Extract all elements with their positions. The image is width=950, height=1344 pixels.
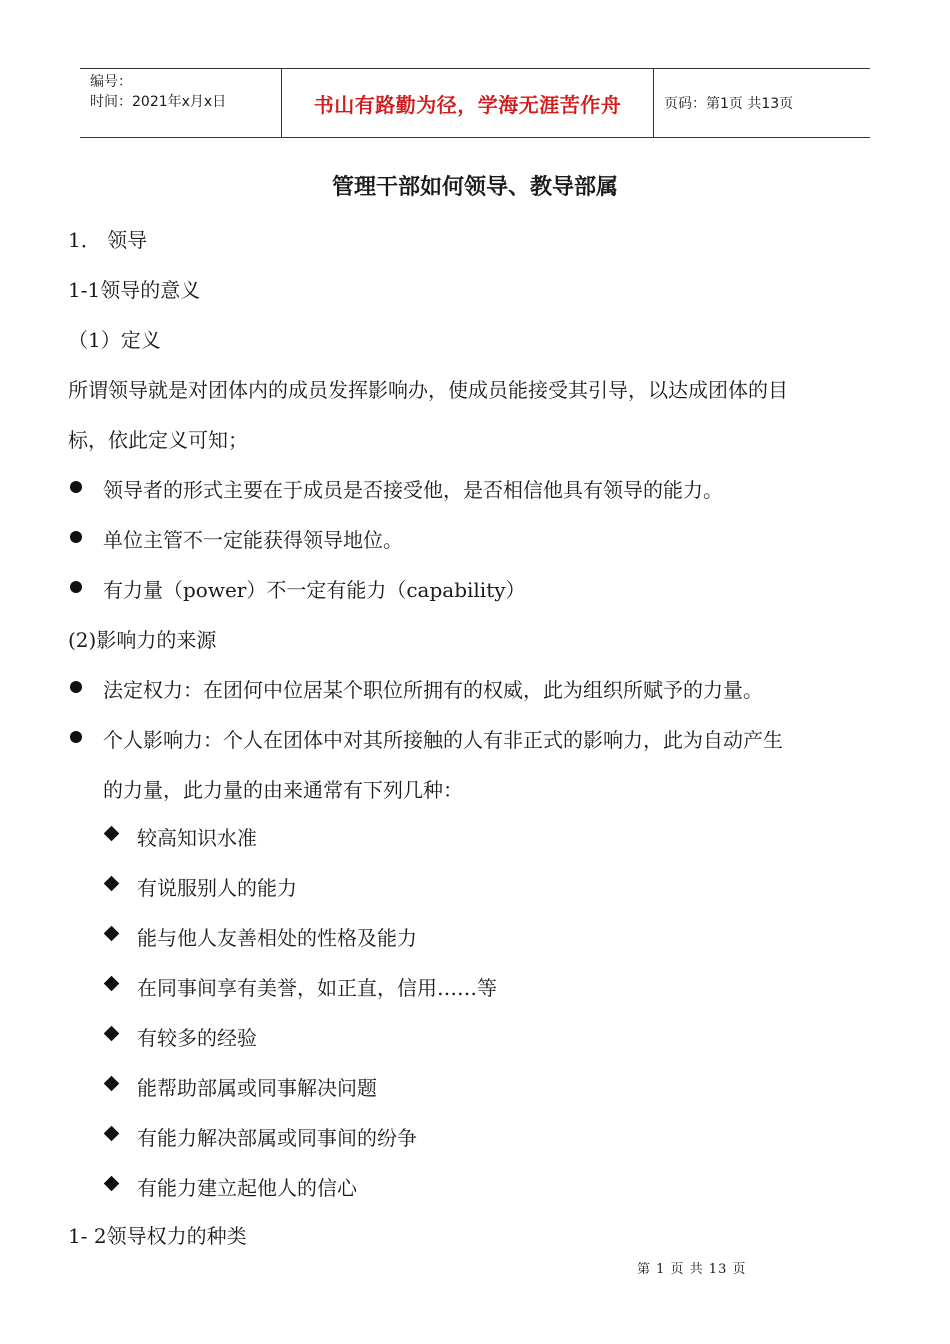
list-item: 有说服别人的能力 [137,876,297,900]
list-item: 有较多的经验 [137,1026,257,1050]
diamond-bullet-icon [104,1026,120,1042]
diamond-bullet-icon [104,976,120,992]
page-info: 页码：第1页 共13页 [664,96,794,112]
influence-heading: (2)影响力的来源 [68,628,217,652]
document-number-label: 编号： [90,74,132,90]
header-table [80,68,870,138]
list-item: 领导者的形式主要在于成员是否接受他，是否相信他具有领导的能力。 [103,478,723,502]
diamond-bullet-icon [104,1126,120,1142]
definition-heading: （1）定义 [68,328,161,352]
list-item: 能帮助部属或同事解决问题 [137,1076,377,1100]
list-item: 在同事间享有美誉，如正直，信用……等 [137,976,497,1000]
definition-paragraph-line-2: 标，依此定义可知； [68,428,248,452]
diamond-bullet-icon [104,1176,120,1192]
list-item: 个人影响力：个人在团体中对其所接触的人有非正式的影响力，此为自动产生 [103,728,783,752]
section-heading-1-2: 1- 2领导权力的种类 [68,1224,247,1248]
section-heading-1: 1． 领导 [68,228,148,252]
list-item: 单位主管不一定能获得领导地位。 [103,528,403,552]
list-item: 有力量（power）不一定有能力（capability） [103,578,526,602]
diamond-bullet-icon [104,1076,120,1092]
bullet-icon [70,531,82,543]
list-item: 能与他人友善相处的性格及能力 [137,926,417,950]
bullet-icon [70,481,82,493]
header-motto-cell [281,69,654,137]
section-heading-1-1: 1-1领导的意义 [68,278,201,302]
list-item-continuation: 的力量，此力量的由来通常有下列几种： [103,778,463,802]
definition-paragraph-line-1: 所谓领导就是对团体内的成员发挥影响办，使成员能接受其引导，以达成团体的目 [68,378,788,402]
list-item: 有能力解决部属或同事间的纷争 [137,1126,417,1150]
diamond-bullet-icon [104,926,120,942]
list-item: 法定权力：在团何中位居某个职位所拥有的权威，此为组织所赋予的力量。 [103,678,763,702]
header-page-cell [654,69,870,137]
document-title: 管理干部如何领导、教导部属 [331,175,618,200]
list-item: 有能力建立起他人的信心 [137,1176,357,1200]
header-meta-cell [80,69,281,137]
bullet-icon [70,681,82,693]
page-footer: 第 1 页 共 13 页 [637,1262,747,1277]
diamond-bullet-icon [104,876,120,892]
diamond-bullet-icon [104,826,120,842]
document-time-label: 时间：2021年x月x日 [90,94,227,110]
list-item: 较高知识水准 [137,826,257,850]
bullet-icon [70,581,82,593]
bullet-icon [70,731,82,743]
motto-text: 书山有路勤为径，学海无涯苦作舟 [313,92,622,117]
